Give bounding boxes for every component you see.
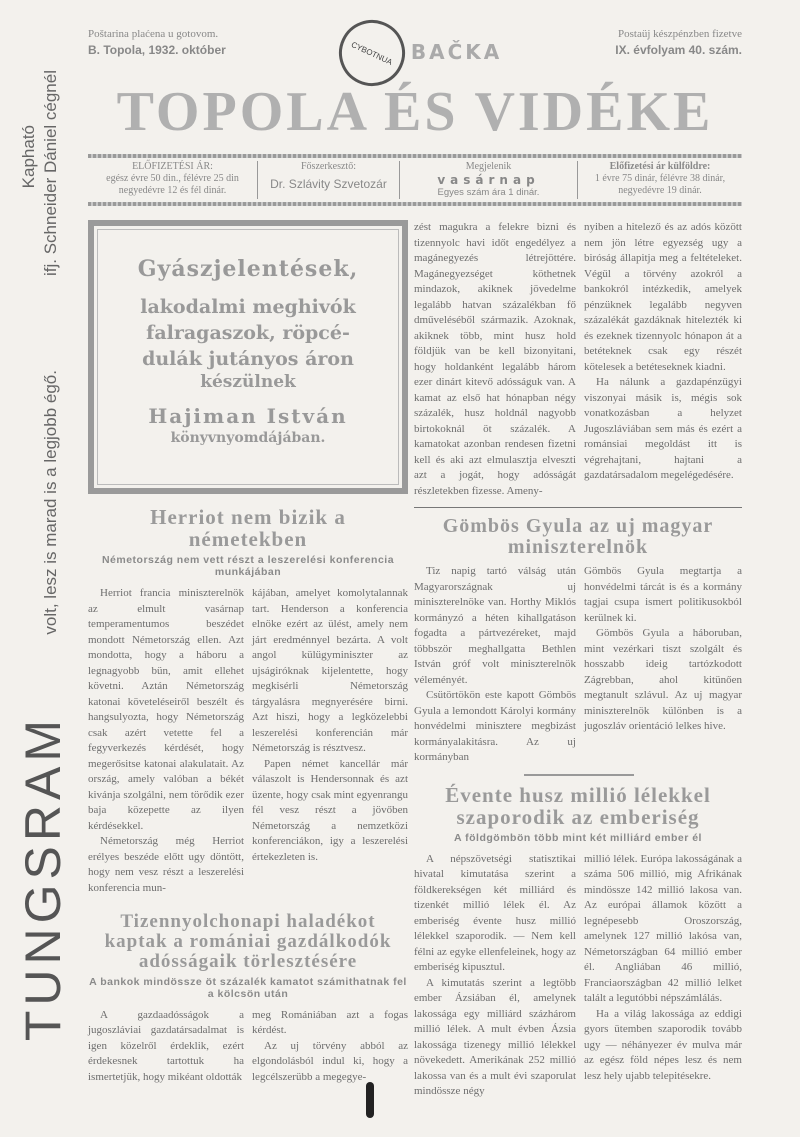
paragraph: Gömbös Gyula a háboruban, mint vezérkari tiszt szolgált és hosszabb ideig tartózkodott Zágrebban, ahol kitünően megtanult szlávul. Az uj magyar miniszterelnök különben is a jugoszláv orientáció lelkes hive. [584,627,742,732]
divider [414,507,742,508]
editor-label: Főszerkesztő: [301,161,356,172]
top-article-columns [414,220,742,499]
evente-subtitle: A földgömbön több mint két milliárd ember él [454,831,702,844]
paragraph: A kimutatás szerint a legtöbb ember Ázsiában él, amelynek lakossága egy milliárd százhárom millió lélek. A mult évben Ázsia lakossága tizenegy millió lélekkel növekedett. Amerikának 252 millió lakossa van és a mult évi szaporulat mindössze négy [414,976,576,1098]
divider [524,774,634,776]
editor-name: Dr. Szlávity Szvetozár [270,177,387,191]
paragraph: Ha a világ lakossága az eddigi gyors ütemben szaporodik tovább ugy — néhányezer év mulva már az egész föld népes lesz és nem lesz hely ujabb telepitésekre. [584,1007,742,1082]
evente-columns [414,852,742,1100]
masthead-rule-bottom [88,202,742,206]
side-ad-brand: TUNGSRAM [15,715,71,1042]
subscription-label: ELŐFIZETÉSI ÁR: [132,161,213,172]
masthead-right [615,26,742,58]
page-body [88,220,742,1100]
place-date: B. Topola, 1932. október [88,43,226,57]
postmark-stamp: CYBOTNUA [328,9,416,97]
masthead-top-row [88,26,742,70]
ad-line: dulák jutányos áron [142,348,354,370]
ad-line: Hajiman István [148,404,348,428]
herriot-col2 [252,586,408,896]
subscription-line: egész évre 50 din., félévre 25 din [106,173,239,184]
masthead-info-row [88,158,742,202]
postal-note-right: Postaüj készpénzben fizetve [617,28,742,40]
ad-line: falragaszok, röpcé- [146,322,350,344]
herriot-columns [88,586,408,896]
paragraph: kájában, amelyet komolytalannak tart. Henderson a konferencia elnöke ezért az ülést, amely nem járt eredménnyel bezárta. A volt angol külügyminiszter az ujságiróknak kijelentette, hogy megkisérli Németország tárgyalásra megnyerésére birni. Azt hiszi, hogy a legközelebbi leszerelési konferencián már Németország is résztvesz. [252,587,408,755]
paragraph: Papen német kancellár már válaszolt is Hendersonnak és azt üzente, hogy csak mint egyenrangu fél vesz részt a jövőben Németország a nemzetközi konferenciákon, igy a leszerelési értekezleten is. [252,757,408,863]
single-issue-price: Egyes szám ára 1 dinár. [437,187,540,198]
print-shop-ad [88,220,408,494]
ad-line: Gyászjelentések, [137,256,359,282]
published-day: vasárnap [437,173,540,187]
top-article-col1 [414,220,576,499]
newspaper-page [88,26,742,1100]
evente-col1 [414,852,576,1100]
postal-note-left: Poštarina plaćena u gotovom. [88,28,219,40]
published-label: Megjelenik [465,161,512,172]
paragraph: Csütörtökön este kapott Gömbös Gyula a lemondott Károlyi kormány honvédelmi minisztere megbizást kormányalakitásra. Az uj kormányban [414,689,576,763]
tizennyolc-subtitle: A bankok mindössze öt százalék kamatot számithatnak fel a kölcsön után [89,975,407,1000]
paragraph: nyiben a hitelező és az adós között nem jön létre egyezség ugy a biróság állapitja meg a feltételeket. Végül a törvény azokról a bankokról intézkedik, amelyek pénzüknek legalább negyven százalékát gazdáknak hitelezték ki és ezeknek tizennyolc hónapon át a betéteknek csak egy részét kötelesek a betéteseknek kiadni. [584,221,742,373]
side-ad-slogan: volt, lesz is marad is a legjobb égő. [41,370,60,635]
paragraph: Tiz napig tartó válság után Magyarországnak uj miniszterelnöke van. Horthy Miklós kormányzó a héten kihallgatáson fogadta a pártvezéreket, majd többször meghallgatta Bethlen István gróf volt miniszterelnök véleményét. [414,565,576,686]
masthead-left [88,26,226,58]
subscription-line: negyedévre 12 és fél dinár. [118,185,227,196]
paragraph: Gömbös Gyula megtartja a honvédelmi tárcát is és a kormány tagjai csupa ismert politikusokból kerülnek ki. [584,565,742,624]
gombos-col1 [414,564,576,766]
backa-label: BAČKA [410,40,503,64]
tizennyolc-columns [88,1008,408,1086]
side-ad-schneider: ifj. Schneider Dániel cégnél [41,70,60,277]
herriot-headline: Herriot nem bizik a németekben [150,505,346,552]
gombos-columns [414,564,742,766]
right-section [414,220,742,1100]
herriot-subtitle: Németország nem vett részt a leszerelési konferencia munkájában [101,554,395,579]
ink-mark [366,1082,374,1118]
subscription-cell [88,161,258,199]
paragraph: millió lélek. Európa lakosságának a száma 506 millió, mig Afrikának mindössze 142 millió lakosa van. Az európai államok között a legnépesebb Oroszország, amelynek 127 millió lakósa van, Németországban 64 millió ember él. Angliában 46 millió, Franciaországban 42 millió lelket talált a legutóbbi népszámlálás. [584,852,742,1005]
paragraph: Németország még Herriot erélyes beszéde előtt ugy döntött, hogy nem vesz részt a leszerelési konferencia mun- [88,835,244,894]
paragraph: A népszövetségi statisztikai hivatal kimutatása szerint a földkerekségen két milliárd és tizenkét millió lélek él. Az emberiség évente husz millió lélekkel szaporodik. — Nem kell félni az egyke ellenfeleinek, hogy az emberiség kipusztul. [414,852,576,974]
evente-col2 [584,852,742,1100]
editor-cell [258,161,400,199]
paragraph: zést magukra a felekre bizni és tizennyolc havi időt engedélyez a magánegyezés létrejöttére. Magánegyezséget köthetnek mindazok, akiknek jövedelme legalább hatvan százalékban fő dműveléséből származik. Azoknak, akiknek több, mint husz hold földjük van be kell bizonyitani, hogy holdanként legalább három ezer dinárt kitevő adósságuk van. A kamat az első hat hónapban négy százalék, husz holdnál nagyobb birtokoknál öt százalék. A kamatokat azonban rendesen fizetni kell és aki azt elmulasztja elveszti azt a jogát, hogy adósságát részletekben fizesse. Ameny- [414,221,576,497]
foreign-subscription-line: negyedévre 19 dinár. [618,185,702,196]
gombos-col2 [584,564,742,766]
top-article-col2 [584,220,742,499]
tizennyolc-col2 [252,1008,408,1086]
herriot-col1 [88,586,244,896]
paragraph: meg Romániában azt a fogas kérdést. [252,1008,408,1037]
side-ad-kaphato: Kapható [19,125,38,189]
foreign-subscription-line: 1 évre 75 dinár, félévre 38 dinár, [594,173,726,184]
ad-line: készülnek [200,372,296,392]
paragraph: A gazdaadósságok a jugoszláviai gazdatársadalmat is igen közelről érdeklik, ezért érdekesnek tartottuk ha ismertetjük, hogy mikéant oldották [88,1008,244,1083]
volume-number: IX. évfolyam 40. szám. [615,43,742,57]
ad-line: könyvnyomdájában. [170,430,326,446]
tizennyolc-col1 [88,1008,244,1086]
paragraph: Ha nálunk a gazdapénzügyi viszonyai másik is, mégis sok vonatkozásban a helyzet Jugoszláviában sem más és ezért a románsiai megoldást itt is végrehajtani, hajtani a gazdatársadalom megelégedésére. [584,376,742,481]
ad-line: lakodalmi meghivók [140,296,356,318]
paragraph: Az uj törvény abból az elgondolásból indul ki, hogy a legcélszerübb a megegye- [252,1039,408,1083]
published-cell [400,161,578,199]
left-section [88,220,408,1100]
paragraph: Herriot francia miniszterelnök az elmult vasárnap temperamentumos beszédet mondott Németország ellen. Azt mondotta, hogy a háboru a legnagyobb bün, amit ellehet követni. Aztán Németország katonai követeléseiről beszélt és hangsulyozta, hogy Németország csak azért vetette fel a fegyverkezés kérdését, hogy megerősitse katonai alakulatait. Az ország, amely valóban a békét kivánja szolgálni, nem törődik ezer baja közepette az ilyen kérdésekkel. [88,587,244,832]
foreign-subscription-label: Előfizetési ár külföldre: [609,161,711,172]
evente-headline: Évente husz millió lélekkel szaporodik az emberiség [445,782,711,829]
tizennyolc-headline: Tizennyolchonapi haladékot kaptak a romániai gazdálkodók adósságaik törlesztésére [104,911,392,972]
foreign-subscription-cell [578,161,742,199]
newspaper-title: TOPOLA ÉS VIDÉKE [116,81,714,143]
gombos-headline: Gömbös Gyula az uj magyar miniszterelnök [442,515,714,558]
